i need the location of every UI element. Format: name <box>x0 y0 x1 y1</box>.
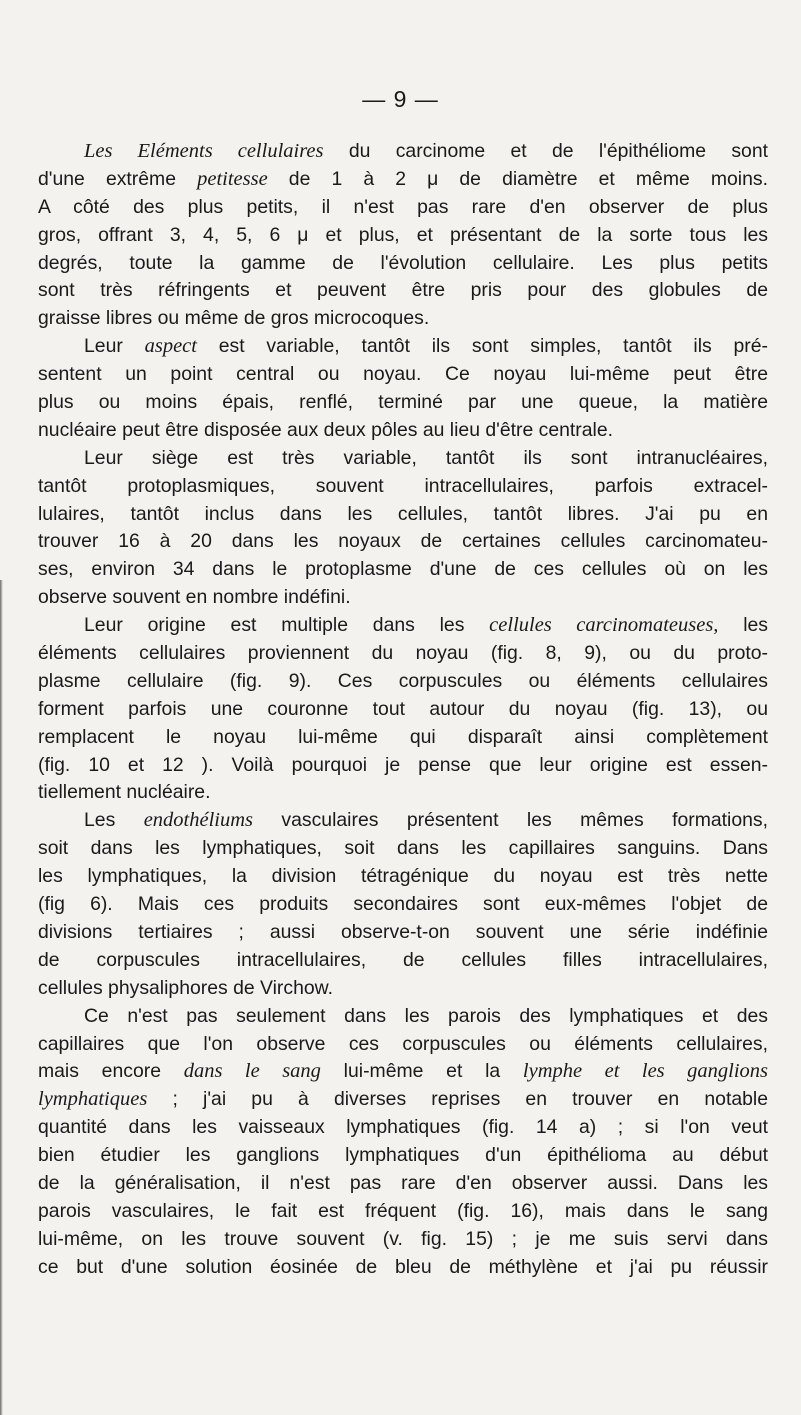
text-span: gros, offrant 3, 4, 5, 6 μ et plus, et présentant de la sorte tous les <box>38 223 768 246</box>
text-span: les lymphatiques, la division tétragénique du noyau est très nette <box>38 865 768 888</box>
text-line <box>38 724 768 752</box>
page-number: — 9 — <box>362 86 439 112</box>
text-line <box>38 1226 768 1254</box>
text-span: remplacent le noyau lui-même qui disparaît ainsi complètement <box>38 725 768 748</box>
text-span: Les <box>84 809 144 832</box>
text-line <box>38 891 768 919</box>
text-line <box>38 975 768 1003</box>
text-line <box>38 863 768 891</box>
text-line <box>38 473 768 501</box>
text-span: de 1 à 2 μ de diamètre et même moins. <box>267 167 768 190</box>
text-span: ses, environ 34 dans le protoplasme d'une de ces cellules où on les <box>38 558 768 581</box>
text-span: lui-même et la <box>320 1060 523 1083</box>
text-line <box>38 222 768 250</box>
text-line <box>38 1058 768 1086</box>
text-span: les <box>718 614 768 637</box>
text-line <box>38 1142 768 1170</box>
text-line <box>38 556 768 584</box>
text-span: de la généralisation, il n'est pas rare d'en observer aussi. Dans les <box>38 1171 768 1194</box>
text-line <box>38 779 768 807</box>
text-span: graisse libres ou même de gros microcoques. <box>38 307 430 330</box>
text-span: du carcinome et de l'épithéliome sont <box>323 140 768 162</box>
text-span: tiellement nucléaire. <box>38 781 211 804</box>
text-line <box>38 277 768 305</box>
italic-text: lymphatiques <box>38 1088 148 1111</box>
text-line <box>38 305 768 333</box>
text-line <box>38 250 768 278</box>
text-line <box>38 361 768 389</box>
text-span: Ce n'est pas seulement dans les parois des lymphatiques et des <box>84 1004 768 1027</box>
text-line <box>38 696 768 724</box>
text-span: bien étudier les ganglions lymphatiques d'un épithélioma au début <box>38 1144 768 1167</box>
italic-text: cellules carcinomateuses, <box>489 614 719 637</box>
text-span: nucléaire peut être disposée aux deux pôles au lieu d'être centrale. <box>38 418 614 441</box>
text-line <box>38 166 768 194</box>
text-line <box>38 501 768 529</box>
text-span: trouver 16 à 20 dans les noyaux de certaines cellules carcinomateu- <box>38 530 768 553</box>
italic-text: dans le sang <box>183 1060 321 1083</box>
text-line <box>38 194 768 222</box>
text-line <box>38 1170 768 1198</box>
text-line <box>38 333 768 361</box>
text-span: divisions tertiaires ; aussi observe-t-on souvent une série indéfinie <box>38 920 768 943</box>
italic-text: Les Eléments cellulaires <box>84 140 324 162</box>
text-line <box>38 1086 768 1114</box>
text-line <box>38 668 768 696</box>
text-span: parois vasculaires, le fait est fréquent (fig. 16), mais dans le sang <box>38 1199 768 1222</box>
text-span: (fig. 10 et 12 ). Voilà pourquoi je pense que leur origine est essen- <box>38 753 768 776</box>
text-line <box>38 1031 768 1059</box>
text-span: Leur origine est multiple dans les <box>84 614 490 637</box>
text-span: capillaires que l'on observe ces corpuscules ou éléments cellulaires, <box>38 1032 768 1055</box>
text-span: est variable, tantôt ils sont simples, tantôt ils pré- <box>196 335 769 358</box>
text-line <box>38 752 768 780</box>
text-span: tantôt protoplasmiques, souvent intracellulaires, parfois extracel- <box>38 474 768 497</box>
text-line <box>38 584 768 612</box>
text-line <box>38 919 768 947</box>
text-line <box>38 528 768 556</box>
text-line <box>38 1198 768 1226</box>
text-span: (fig 6). Mais ces produits secondaires sont eux-mêmes l'objet de <box>38 893 768 916</box>
text-span: Leur <box>84 335 145 358</box>
text-span: ce but d'une solution éosinée de bleu de méthylène et j'ai pu réussir <box>38 1255 768 1278</box>
text-line <box>38 445 768 473</box>
text-span: plasme cellulaire (fig. 9). Ces corpuscules ou éléments cellulaires <box>38 669 768 692</box>
text-span: quantité dans les vaisseaux lymphatiques (fig. 14 a) ; si l'on veut <box>38 1116 768 1139</box>
text-line <box>38 1254 768 1282</box>
text-span: A côté des plus petits, il n'est pas rare d'en observer de plus <box>38 195 768 218</box>
text-line <box>38 807 768 835</box>
text-span: observe souvent en nombre indéfini. <box>38 586 351 609</box>
italic-text: aspect <box>144 335 197 358</box>
text-span: Leur siège est très variable, tantôt ils sont intranucléaires, <box>84 446 768 469</box>
text-line <box>38 1003 768 1031</box>
italic-text: petitesse <box>197 167 268 190</box>
text-line <box>38 640 768 668</box>
text-span: de corpuscules intracellulaires, de cellules filles intracellulaires, <box>38 948 768 971</box>
italic-text: endothéliums <box>143 809 254 832</box>
text-line <box>38 835 768 863</box>
text-span: ; j'ai pu à diverses reprises en trouver en notable <box>147 1088 768 1111</box>
text-span: mais encore <box>38 1060 184 1083</box>
text-span: plus ou moins épais, renflé, terminé par une queue, la matière <box>38 391 768 414</box>
text-line <box>38 389 768 417</box>
text-span: éléments cellulaires proviennent du noyau (fig. 8, 9), ou du proto- <box>38 642 768 665</box>
page-edge-shadow <box>0 580 3 1415</box>
text-line <box>38 138 768 166</box>
text-span: sont très réfringents et peuvent être pris pour des globules de <box>38 279 768 302</box>
text-span: forment parfois une couronne tout autour du noyau (fig. 13), ou <box>38 697 768 720</box>
text-line <box>38 612 768 640</box>
text-span: d'une extrême <box>38 167 198 190</box>
text-line <box>38 1114 768 1142</box>
text-line <box>38 417 768 445</box>
text-span: lui-même, on les trouve souvent (v. fig. 15) ; je me suis servi dans <box>38 1227 768 1250</box>
text-span: soit dans les lymphatiques, soit dans les capillaires sanguins. Dans <box>38 837 768 860</box>
text-span: degrés, toute la gamme de l'évolution cellulaire. Les plus petits <box>38 251 768 274</box>
text-span: sentent un point central ou noyau. Ce noyau lui-même peut être <box>38 363 768 386</box>
text-span: vasculaires présentent les mêmes formations, <box>253 809 768 832</box>
text-line <box>38 947 768 975</box>
italic-text: lymphe et les ganglions <box>522 1060 768 1083</box>
text-span: lulaires, tantôt inclus dans les cellules, tantôt libres. J'ai pu en <box>38 502 768 525</box>
body-text <box>38 138 768 1282</box>
text-span: cellules physaliphores de Virchow. <box>38 976 333 999</box>
